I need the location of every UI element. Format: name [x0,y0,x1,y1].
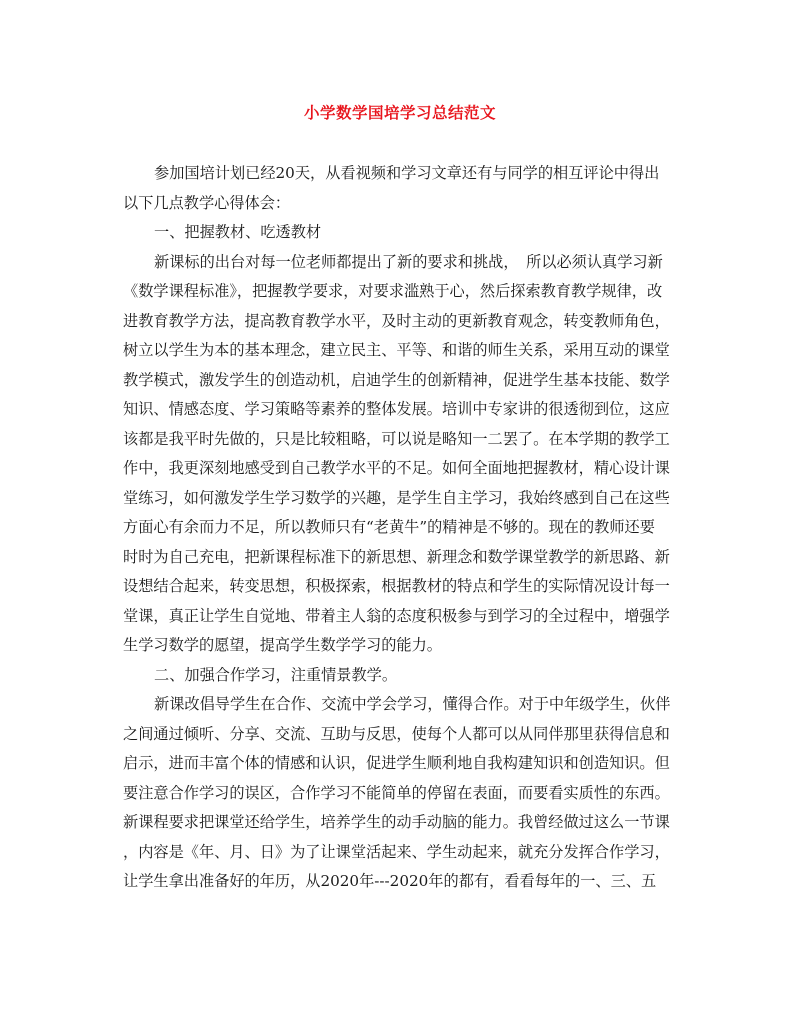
body-line: 以下几点教学心得体会： [123,193,291,212]
body-line: 参加国培计划已经20天，从看视频和学习文章还有与同学的相互评论中得出 [154,164,660,182]
body-line: 设想结合起来，转变思想，积极探索，根据教材的特点和学生的实际情况设计每一 [123,577,670,595]
body-line: 之间通过倾听、分享、交流、互助与反思，使每个人都可以从同伴那里获得信息和 [123,724,670,743]
document-title: 小学数学国培学习总结范文 [303,103,496,122]
body-line: 《数学课程标准》，把握教学要求，对要求滥熟于心，然后探索教育教学规律，改 [123,282,663,300]
body-line: 堂练习，如何激发学生学习数学的兴趣，是学生自主学习，我始终感到自己在这些 [123,488,670,507]
body-line: 新课改倡导学生在合作、交流中学会学习，懂得合作。对于中年级学生，伙伴 [154,695,671,713]
body-line: 方面心有余而力不足，所以教师只有“老黄牛”的精神是不够的。现在的教师还要 [123,518,655,536]
body-line: 新课程要求把课堂还给学生，培养学生的动手动脑的能力。我曾经做过这么一节课 [123,813,670,831]
body-line: 进教育教学方法，提高教育教学水平，及时主动的更新教育观念，转变教师角色， [123,311,670,330]
body-line: 新课标的出台对每一位老师都提出了新的要求和挑战， 所以必须认真学习新 [154,252,663,271]
body-line: 生学习数学的愿望，提高学生数学学习的能力。 [123,636,442,654]
document-body [123,159,683,897]
body-line: 堂课，真正让学生自觉地、带着主人翁的态度积极参与到学习的全过程中，增强学 [123,606,670,625]
body-line: 树立以学生为本的基本理念，建立民主、平等、和谐的师生关系，采用互动的课堂 [123,341,670,359]
body-line: 知识、情感态度、学习策略等素养的整体发展。培训中专家讲的很透彻到位，这应 [123,400,670,418]
body-line: ，内容是《年、月、日》为了让课堂活起来、学生动起来，就充分发挥合作学习， [123,842,670,861]
body-line: 作中，我更深刻地感受到自己教学水平的不足。如何全面地把握教材，精心设计课 [123,459,670,477]
body-line: 启示，进而丰富个体的情感和认识，促进学生顺利地自我构建知识和创造知识。但 [123,754,670,772]
body-line: 时时为自己充电，把新课程标准下的新思想、新理念和数学课堂教学的新思路、新 [123,547,670,566]
body-line: 要注意合作学习的误区，合作学习不能简单的停留在表面，而要看实质性的东西。 [123,783,670,802]
body-line: 该都是我平时先做的，只是比较粗略，可以说是略知一二罢了。在本学期的教学工 [123,429,670,448]
body-line: 让学生拿出准备好的年历，从2020年---2020年的都有，看看每年的一、三、五 [123,872,657,890]
body-line: 一、把握教材、吃透教材 [154,223,322,241]
body-line: 教学模式，激发学生的创造动机，启迪学生的创新精神，促进学生基本技能、数学 [123,370,670,389]
body-line: 二、加强合作学习，注重情景教学。 [154,665,397,684]
